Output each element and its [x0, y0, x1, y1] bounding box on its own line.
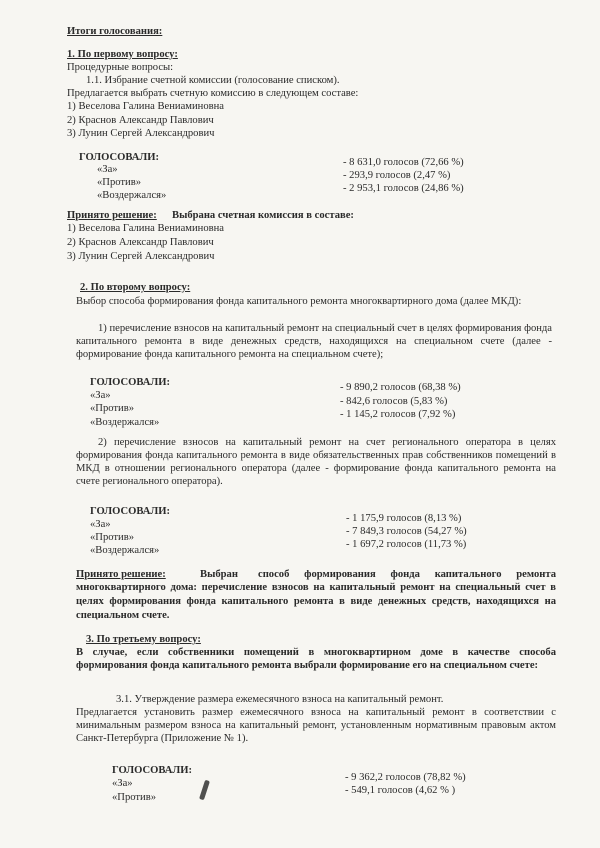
vote-result-against: - 293,9 голосов (2,47 %): [343, 170, 451, 181]
vote-result-abstain: - 2 953,1 голосов (24,86 %): [343, 183, 464, 194]
vote-result-against: - 7 849,3 голосов (54,27 %): [346, 526, 467, 537]
q1-decision-text: Выбрана счетная комиссия в составе:: [172, 210, 354, 221]
q1-decision-member: 1) Веселова Галина Вениаминовна: [67, 223, 224, 234]
q3-item: 3.1. Утверждение размера ежемесячного взноса на капитальный ремонт.: [116, 694, 444, 705]
vote-result-for: - 8 631,0 голосов (72,66 %): [343, 157, 464, 168]
q2-intro: Выбор способа формирования фонда капитального ремонта многоквартирного дома (далее МКД):: [76, 296, 522, 307]
vote-result-abstain: - 1 145,2 голосов (7,92 %): [340, 409, 456, 420]
q3-proposal: Предлагается установить размер ежемесячного взноса на капитальный ремонт в соответствии с минимальным размером взноса на капитальный ремонт, установленным нормативным правовым актом Санкт-Петербурга (Приложение № 1).: [76, 707, 556, 744]
vote-label-against: «Против»: [97, 177, 141, 188]
vote-result-abstain: - 1 697,2 голосов (11,73 %): [346, 539, 467, 550]
q1-heading: 1. По первому вопросу:: [67, 49, 178, 60]
vote-label-for: «За»: [90, 519, 111, 530]
vote-result-for: - 1 175,9 голосов (8,13 %): [346, 513, 462, 524]
vote-result-against: - 842,6 голосов (5,83 %): [340, 396, 448, 407]
q1-member: 2) Краснов Александр Павлович: [67, 115, 214, 126]
q3-intro: В случае, если собственники помещений в многоквартирном доме в качестве способа формирования фонда капитального ремонта выбрали формирование его на специальном счете:: [76, 647, 556, 671]
q1-decision-member: 2) Краснов Александр Павлович: [67, 237, 214, 248]
vote-label-against: «Против»: [90, 403, 134, 414]
q2-decision-label: Принято решение:: [76, 569, 166, 580]
vote-result-against: - 549,1 голосов (4,62 % ): [345, 785, 456, 796]
vote-label-for: «За»: [112, 778, 133, 789]
q2-decision-line1: способ формирования фонда капитального ремонта: [258, 569, 556, 580]
q2-option2-voted-label: ГОЛОСОВАЛИ:: [90, 506, 171, 517]
vote-result-for: - 9 362,2 голосов (78,82 %): [345, 772, 466, 783]
q3-heading: 3. По третьему вопросу:: [86, 634, 201, 645]
q1-member: 1) Веселова Галина Вениаминовна: [67, 101, 224, 112]
q1-procedural-label: Процедурные вопросы:: [67, 62, 174, 73]
vote-label-abstain: «Воздержался»: [90, 545, 160, 556]
q3-voted-label: ГОЛОСОВАЛИ:: [112, 765, 193, 776]
vote-label-abstain: «Воздержался»: [90, 417, 160, 428]
q1-decision-label: Принято решение:: [67, 210, 157, 221]
vote-label-for: «За»: [90, 390, 111, 401]
q2-option1: 1) перечисление взносов на капитальный ремонт на специальный счет в целях формирования фонда капитального ремонта в виде денежных средств, находящихся на специальном счете (далее - формирование фонда капитального ремонта на специальном счете);: [76, 323, 552, 360]
vote-result-for: - 9 890,2 голосов (68,38 %): [340, 382, 461, 393]
q2-option2: 2) перечисление взносов на капитальный ремонт на счет регионального оператора в целях формирования фонда капитального ремонта в виде обязательственных прав собственников помещений в МКД в отношении регионального оператора (далее - формирование фонда капитального ремонта на счете регионального оператора).: [76, 437, 556, 487]
q1-member: 3) Лунин Сергей Александрович: [67, 128, 215, 139]
vote-label-abstain: «Воздержался»: [97, 190, 167, 201]
q2-option1-voted-label: ГОЛОСОВАЛИ:: [90, 377, 171, 388]
q2-decision-body: многоквартирного дома: перечисление взносов на капитальный ремонт на специальный счет в целях формирования фонда капитального ремонта в виде денежных средств, находящихся на специальном счете.: [76, 582, 556, 621]
vote-label-for: «За»: [97, 164, 118, 175]
q2-heading: 2. По второму вопросу:: [80, 282, 191, 293]
q2-decision-chosen: Выбран: [200, 569, 238, 580]
document-title: Итоги голосования:: [67, 26, 163, 37]
pen-mark: [199, 780, 210, 801]
q1-item: 1.1. Избрание счетной комиссии (голосование списком).: [86, 75, 340, 86]
q1-decision-member: 3) Лунин Сергей Александрович: [67, 251, 215, 262]
vote-label-against: «Против»: [90, 532, 134, 543]
q1-proposal: Предлагается выбрать счетную комиссию в следующем составе:: [67, 88, 359, 99]
vote-label-against: «Против»: [112, 792, 156, 803]
q1-voted-label: ГОЛОСОВАЛИ:: [79, 152, 160, 163]
